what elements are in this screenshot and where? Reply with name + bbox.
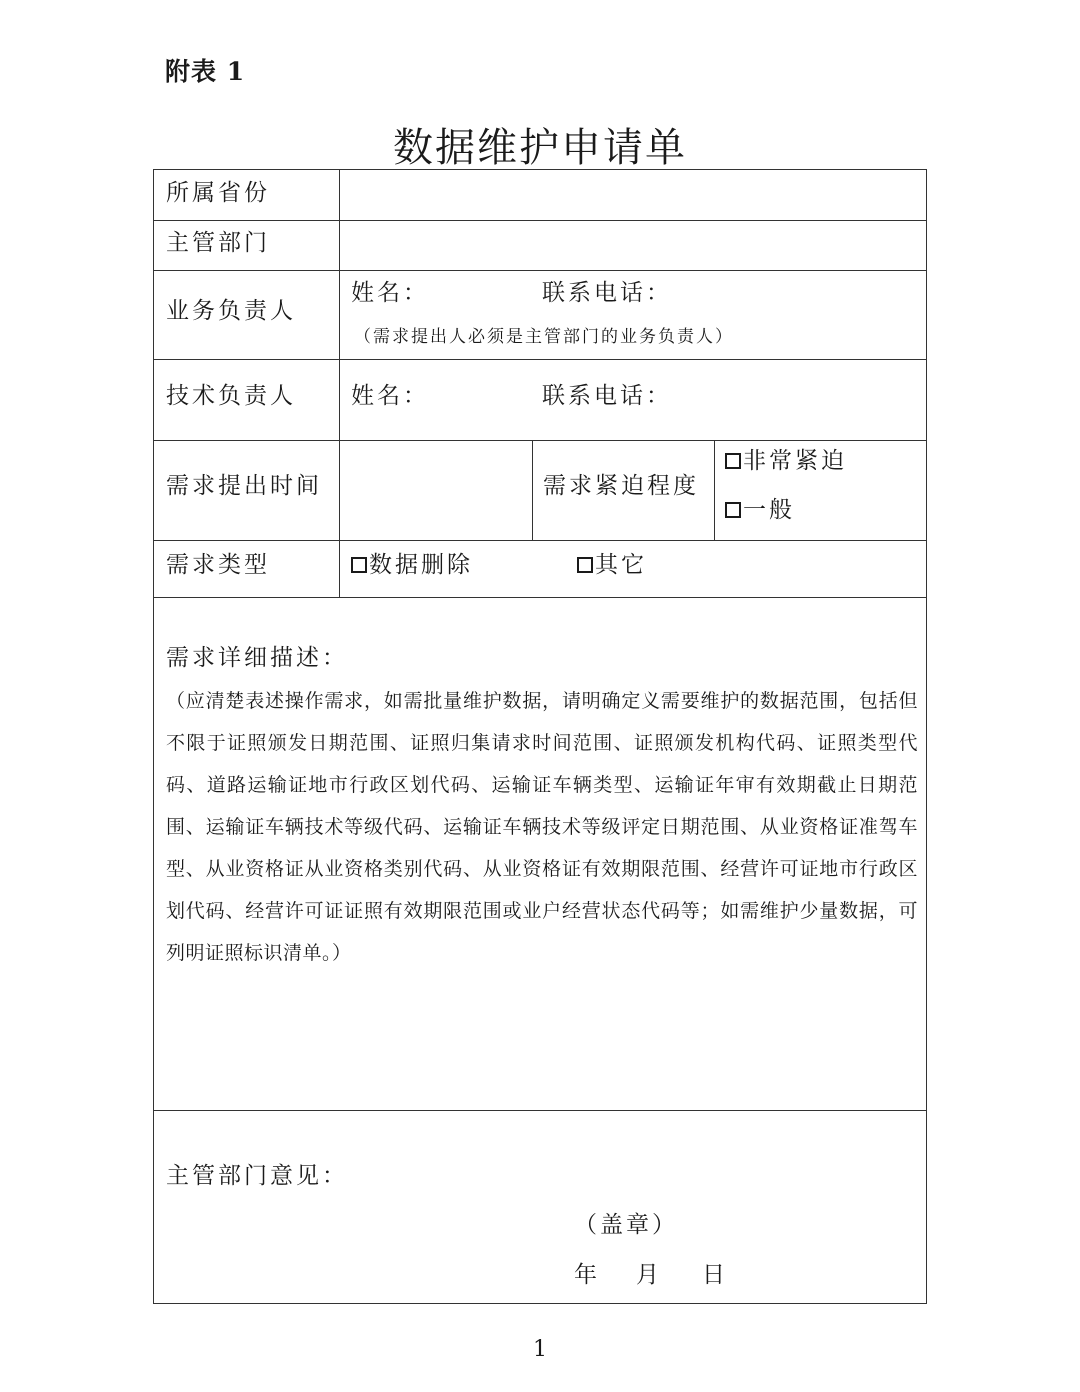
department-field[interactable]: [350, 224, 916, 264]
page-number: 1: [533, 1337, 547, 1362]
opinion-label: 主管部门意见：: [166, 1163, 348, 1189]
request-time-field[interactable]: [350, 467, 520, 507]
row-divider: [154, 270, 926, 271]
request-type-option-label: 其它: [595, 552, 647, 578]
urgency-option-normal[interactable]: [725, 491, 795, 524]
row-divider: [154, 597, 926, 598]
request-type-option-delete[interactable]: [351, 546, 473, 579]
urgency-option-label: 非常紧迫: [743, 448, 847, 474]
seal-label: （盖章）: [574, 1212, 678, 1238]
urgency-option-label: 一般: [743, 497, 795, 523]
date-year-label: 年: [574, 1262, 600, 1288]
tech-owner-label: 技术负责人: [166, 383, 296, 409]
department-label: 主管部门: [166, 230, 270, 256]
business-owner-name-label: 姓名：: [351, 280, 429, 306]
page-title: 数据维护申请单: [393, 125, 687, 171]
description-label: 需求详细描述：: [166, 645, 348, 671]
business-owner-label: 业务负责人: [166, 298, 296, 324]
attachment-label: 附表 1: [165, 57, 246, 86]
request-type-label: 需求类型: [166, 552, 270, 578]
checkbox-icon[interactable]: [351, 557, 367, 573]
row-divider: [154, 540, 926, 541]
province-label: 所属省份: [166, 180, 270, 206]
column-divider: [532, 440, 533, 540]
row-divider: [154, 1110, 926, 1111]
tech-owner-phone-label: 联系电话：: [542, 383, 672, 409]
business-owner-phone-label: 联系电话：: [542, 280, 672, 306]
description-hint: （应清楚表述操作需求，如需批量维护数据，请明确定义需要维护的数据范围，包括但不限于证照颁发日期范围、证照归集请求时间范围、证照颁发机构代码、证照类型代码、道路运输证地市行政区划代码、运输证车辆类型、运输证年审有效期截止日期范围、运输证车辆技术等级代码、运输证车辆技术等级评定日期范围、从业资格证准驾车型、从业资格证从业资格类别代码、从业资格证有效期限范围、经营许可证地市行政区划代码、经营许可证证照有效期限范围或业户经营状态代码等；如需维护少量数据，可列明证照标识清单。）: [166, 690, 918, 964]
checkbox-icon[interactable]: [725, 453, 741, 469]
checkbox-icon[interactable]: [577, 557, 593, 573]
date-day-label: 日: [702, 1262, 728, 1288]
province-field[interactable]: [350, 174, 916, 214]
request-type-option-other[interactable]: [577, 546, 647, 579]
checkbox-icon[interactable]: [725, 502, 741, 518]
request-type-option-label: 数据删除: [369, 552, 473, 578]
date-month-label: 月: [636, 1262, 662, 1288]
application-form-table: [153, 169, 927, 1304]
column-divider: [714, 440, 715, 540]
urgency-label: 需求紧迫程度: [543, 473, 699, 499]
column-divider: [339, 170, 340, 597]
tech-owner-name-label: 姓名：: [351, 383, 429, 409]
request-time-label: 需求提出时间: [166, 473, 322, 499]
business-owner-note: （需求提出人必须是主管部门的业务负责人）: [354, 327, 734, 347]
row-divider: [154, 440, 926, 441]
row-divider: [154, 359, 926, 360]
urgency-option-very-urgent[interactable]: [725, 442, 847, 475]
row-divider: [154, 220, 926, 221]
